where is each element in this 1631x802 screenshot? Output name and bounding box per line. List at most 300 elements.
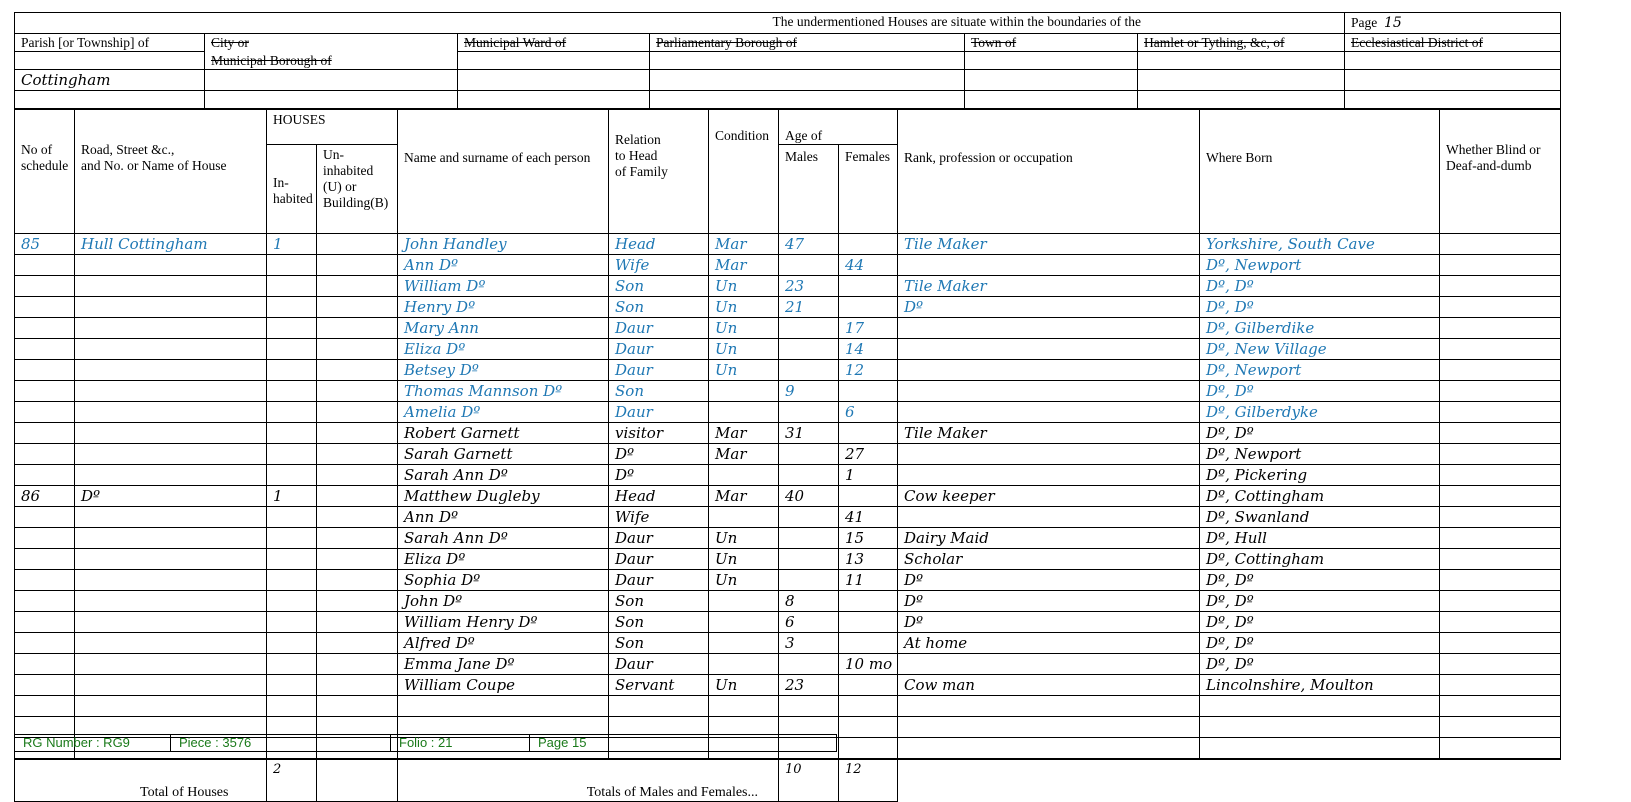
schedule-no-cell — [15, 255, 75, 276]
inhabited-cell — [267, 654, 317, 675]
birthplace-cell: Dº, Hull — [1200, 528, 1440, 549]
municipal-borough-label: Municipal Borough of — [205, 52, 458, 70]
blind-deaf-cell — [1440, 675, 1561, 696]
totals-persons-label: Totals of Males and Females... — [398, 760, 779, 802]
relation-cell: Dº — [609, 444, 709, 465]
inhabited-cell — [267, 297, 317, 318]
schedule-no-cell — [15, 570, 75, 591]
person-name-cell: Emma Jane Dº — [398, 654, 609, 675]
birthplace-cell: Dº, Dº — [1200, 423, 1440, 444]
age-male-cell — [779, 318, 839, 339]
inhabited-cell — [267, 507, 317, 528]
census-form — [14, 12, 1622, 802]
road-address-cell — [75, 528, 267, 549]
road-address-cell — [75, 255, 267, 276]
reference-footer — [14, 734, 837, 752]
person-name-cell: Henry Dº — [398, 297, 609, 318]
blind-deaf-cell — [1440, 549, 1561, 570]
road-address-cell — [75, 339, 267, 360]
parish-value: Cottingham — [15, 70, 205, 91]
inhabited-cell — [267, 570, 317, 591]
occupation-cell — [898, 381, 1200, 402]
relation-cell: Son — [609, 381, 709, 402]
blind-deaf-cell — [1440, 381, 1561, 402]
age-female-cell: 6 — [839, 402, 898, 423]
uninhabited-cell — [317, 570, 398, 591]
blind-deaf-cell — [1440, 255, 1561, 276]
occupation-cell — [898, 360, 1200, 381]
occupation-cell — [898, 318, 1200, 339]
occupation-cell — [898, 402, 1200, 423]
road-address-cell — [75, 381, 267, 402]
condition-cell: Un — [709, 276, 779, 297]
inhabited-cell — [267, 255, 317, 276]
condition-cell: Mar — [709, 444, 779, 465]
person-name-cell: William Coupe — [398, 675, 609, 696]
age-female-cell: 44 — [839, 255, 898, 276]
age-male-cell — [779, 339, 839, 360]
age-male-cell — [779, 570, 839, 591]
table-row — [15, 318, 1561, 339]
blind-deaf-cell — [1440, 402, 1561, 423]
schedule-no-cell — [15, 444, 75, 465]
boundary-header — [14, 12, 1561, 109]
schedule-no-cell: 86 — [15, 486, 75, 507]
blind-deaf-cell — [1440, 633, 1561, 654]
table-row — [15, 339, 1561, 360]
relation-cell: Daur — [609, 318, 709, 339]
condition-cell: Un — [709, 675, 779, 696]
age-male-cell — [779, 444, 839, 465]
birthplace-cell: Dº, New Village — [1200, 339, 1440, 360]
person-name-cell: Robert Garnett — [398, 423, 609, 444]
condition-cell — [709, 654, 779, 675]
occupation-cell: Dairy Maid — [898, 528, 1200, 549]
schedule-no-cell — [15, 654, 75, 675]
condition-cell: Un — [709, 360, 779, 381]
relation-cell: Son — [609, 612, 709, 633]
total-males: 10 — [779, 760, 839, 802]
col-relation: Relation to Head of Family — [609, 110, 709, 234]
inhabited-cell — [267, 339, 317, 360]
age-female-cell — [839, 423, 898, 444]
col-age: Age of — [779, 110, 898, 145]
uninhabited-cell — [317, 234, 398, 255]
col-uninhabited: Un- inhabited (U) or Building(B) — [317, 145, 398, 234]
total-females: 12 — [839, 760, 898, 802]
schedule-no-cell — [15, 528, 75, 549]
table-row — [15, 486, 1561, 507]
birthplace-cell: Dº, Dº — [1200, 654, 1440, 675]
blind-deaf-cell — [1440, 465, 1561, 486]
road-address-cell — [75, 654, 267, 675]
table-row — [15, 276, 1561, 297]
birthplace-cell: Dº, Dº — [1200, 570, 1440, 591]
relation-cell: Wife — [609, 507, 709, 528]
birthplace-cell: Dº, Cottingham — [1200, 486, 1440, 507]
road-address-cell — [75, 444, 267, 465]
road-address-cell — [75, 591, 267, 612]
blind-deaf-cell — [1440, 234, 1561, 255]
person-name-cell: William Dº — [398, 276, 609, 297]
birthplace-cell: Dº, Gilberdyke — [1200, 402, 1440, 423]
age-female-cell — [839, 633, 898, 654]
age-female-cell — [839, 675, 898, 696]
col-inhabited: In- habited — [267, 145, 317, 234]
blank-row — [15, 696, 1561, 717]
age-male-cell: 31 — [779, 423, 839, 444]
occupation-cell: Cow keeper — [898, 486, 1200, 507]
col-road: Road, Street &c., and No. or Name of House — [75, 110, 267, 234]
occupation-cell: Dº — [898, 591, 1200, 612]
table-row — [15, 297, 1561, 318]
road-address-cell — [75, 549, 267, 570]
age-female-cell: 12 — [839, 360, 898, 381]
schedule-no-cell — [15, 339, 75, 360]
person-name-cell: Alfred Dº — [398, 633, 609, 654]
schedule-no-cell — [15, 360, 75, 381]
condition-cell: Un — [709, 549, 779, 570]
road-address-cell: Hull Cottingham — [75, 234, 267, 255]
uninhabited-cell — [317, 675, 398, 696]
age-male-cell: 21 — [779, 297, 839, 318]
blind-deaf-cell — [1440, 339, 1561, 360]
road-address-cell — [75, 360, 267, 381]
condition-cell — [709, 465, 779, 486]
schedule-no-cell — [15, 591, 75, 612]
birthplace-cell: Dº, Newport — [1200, 360, 1440, 381]
condition-cell — [709, 633, 779, 654]
blind-deaf-cell — [1440, 528, 1561, 549]
table-row — [15, 654, 1561, 675]
folio-number: Folio : 21 — [391, 735, 530, 752]
road-address-cell — [75, 675, 267, 696]
age-male-cell — [779, 549, 839, 570]
table-row — [15, 402, 1561, 423]
uninhabited-cell — [317, 507, 398, 528]
table-row — [15, 234, 1561, 255]
relation-cell: Wife — [609, 255, 709, 276]
condition-cell: Un — [709, 570, 779, 591]
condition-cell: Un — [709, 528, 779, 549]
age-female-cell — [839, 591, 898, 612]
age-male-cell: 23 — [779, 675, 839, 696]
col-name: Name and surname of each person — [398, 110, 609, 234]
page-number-cell: Page 15 — [1345, 13, 1561, 34]
inhabited-cell — [267, 444, 317, 465]
occupation-cell — [898, 339, 1200, 360]
road-address-cell — [75, 318, 267, 339]
inhabited-cell — [267, 591, 317, 612]
table-row — [15, 612, 1561, 633]
blind-deaf-cell — [1440, 444, 1561, 465]
uninhabited-cell — [317, 360, 398, 381]
relation-cell: Daur — [609, 339, 709, 360]
birthplace-cell: Dº, Newport — [1200, 444, 1440, 465]
uninhabited-cell — [317, 318, 398, 339]
person-name-cell: John Dº — [398, 591, 609, 612]
schedule-no-cell: 85 — [15, 234, 75, 255]
col-males: Males — [779, 145, 839, 234]
relation-cell: Daur — [609, 360, 709, 381]
inhabited-cell: 1 — [267, 234, 317, 255]
blind-deaf-cell — [1440, 570, 1561, 591]
table-row — [15, 360, 1561, 381]
person-name-cell: Sarah Garnett — [398, 444, 609, 465]
condition-cell: Mar — [709, 255, 779, 276]
inhabited-cell — [267, 381, 317, 402]
age-female-cell: 13 — [839, 549, 898, 570]
person-name-cell: Amelia Dº — [398, 402, 609, 423]
table-row — [15, 255, 1561, 276]
table-row — [15, 633, 1561, 654]
age-male-cell — [779, 255, 839, 276]
person-name-cell: Eliza Dº — [398, 339, 609, 360]
blind-deaf-cell — [1440, 654, 1561, 675]
age-female-cell: 41 — [839, 507, 898, 528]
age-male-cell: 8 — [779, 591, 839, 612]
table-row — [15, 507, 1561, 528]
age-female-cell: 27 — [839, 444, 898, 465]
birthplace-cell: Dº, Newport — [1200, 255, 1440, 276]
relation-cell: Son — [609, 591, 709, 612]
age-male-cell — [779, 507, 839, 528]
birthplace-cell: Dº, Dº — [1200, 633, 1440, 654]
table-row — [15, 381, 1561, 402]
person-name-cell: William Henry Dº — [398, 612, 609, 633]
table-row — [15, 675, 1561, 696]
table-row — [15, 549, 1561, 570]
occupation-cell — [898, 507, 1200, 528]
schedule-no-cell — [15, 381, 75, 402]
uninhabited-cell — [317, 465, 398, 486]
blind-deaf-cell — [1440, 612, 1561, 633]
col-females: Females — [839, 145, 898, 234]
occupation-cell: Tile Maker — [898, 423, 1200, 444]
table-row — [15, 423, 1561, 444]
relation-cell: Son — [609, 633, 709, 654]
relation-cell: Dº — [609, 465, 709, 486]
age-male-cell: 47 — [779, 234, 839, 255]
inhabited-cell — [267, 318, 317, 339]
relation-cell: Daur — [609, 528, 709, 549]
relation-cell: Daur — [609, 570, 709, 591]
relation-cell: Head — [609, 486, 709, 507]
col-condition: Condition — [709, 110, 779, 234]
birthplace-cell: Dº, Swanland — [1200, 507, 1440, 528]
occupation-cell — [898, 255, 1200, 276]
condition-cell — [709, 507, 779, 528]
schedule-no-cell — [15, 633, 75, 654]
uninhabited-cell — [317, 654, 398, 675]
uninhabited-cell — [317, 528, 398, 549]
uninhabited-cell — [317, 402, 398, 423]
uninhabited-cell — [317, 339, 398, 360]
person-name-cell: Sarah Ann Dº — [398, 528, 609, 549]
age-male-cell — [779, 360, 839, 381]
uninhabited-cell — [317, 381, 398, 402]
birthplace-cell: Yorkshire, South Cave — [1200, 234, 1440, 255]
road-address-cell — [75, 465, 267, 486]
condition-cell: Un — [709, 318, 779, 339]
inhabited-cell — [267, 549, 317, 570]
uninhabited-cell — [317, 297, 398, 318]
birthplace-cell: Dº, Dº — [1200, 297, 1440, 318]
schedule-table — [14, 109, 1561, 759]
schedule-no-cell — [15, 612, 75, 633]
condition-cell: Mar — [709, 423, 779, 444]
schedule-no-cell — [15, 549, 75, 570]
inhabited-cell — [267, 675, 317, 696]
uninhabited-cell — [317, 612, 398, 633]
col-born: Where Born — [1200, 110, 1440, 234]
birthplace-cell: Lincolnshire, Moulton — [1200, 675, 1440, 696]
inhabited-cell — [267, 360, 317, 381]
uninhabited-cell — [317, 633, 398, 654]
birthplace-cell: Dº, Gilberdike — [1200, 318, 1440, 339]
inhabited-cell — [267, 402, 317, 423]
person-name-cell: Ann Dº — [398, 255, 609, 276]
schedule-no-cell — [15, 276, 75, 297]
total-inhabited: 2 — [267, 760, 317, 802]
age-female-cell — [839, 297, 898, 318]
person-name-cell: Ann Dº — [398, 507, 609, 528]
uninhabited-cell — [317, 423, 398, 444]
occupation-cell: Cow man — [898, 675, 1200, 696]
inhabited-cell — [267, 276, 317, 297]
occupation-cell — [898, 654, 1200, 675]
table-row — [15, 465, 1561, 486]
road-address-cell — [75, 612, 267, 633]
city-label: City or — [205, 34, 458, 52]
road-address-cell — [75, 402, 267, 423]
road-address-cell — [75, 423, 267, 444]
road-address-cell: Dº — [75, 486, 267, 507]
age-male-cell: 23 — [779, 276, 839, 297]
age-female-cell — [839, 612, 898, 633]
occupation-cell: Dº — [898, 570, 1200, 591]
occupation-cell: At home — [898, 633, 1200, 654]
birthplace-cell: Dº, Dº — [1200, 612, 1440, 633]
age-female-cell: 1 — [839, 465, 898, 486]
condition-cell — [709, 591, 779, 612]
condition-cell: Mar — [709, 234, 779, 255]
col-blind: Whether Blind or Deaf-and-dumb — [1440, 110, 1561, 234]
parliamentary-label: Parliamentary Borough of — [650, 34, 965, 52]
uninhabited-cell — [317, 591, 398, 612]
age-female-cell — [839, 276, 898, 297]
uninhabited-cell — [317, 276, 398, 297]
age-male-cell — [779, 528, 839, 549]
person-name-cell: Betsey Dº — [398, 360, 609, 381]
uninhabited-cell — [317, 549, 398, 570]
age-male-cell: 3 — [779, 633, 839, 654]
age-male-cell: 6 — [779, 612, 839, 633]
col-schedule: No of schedule — [15, 110, 75, 234]
road-address-cell — [75, 297, 267, 318]
age-male-cell — [779, 654, 839, 675]
blind-deaf-cell — [1440, 360, 1561, 381]
relation-cell: Daur — [609, 402, 709, 423]
ecclesiastical-label: Ecclesiastical District of — [1345, 34, 1561, 52]
age-female-cell: 14 — [839, 339, 898, 360]
relation-cell: Son — [609, 276, 709, 297]
footer-page: Page 15 — [530, 735, 837, 752]
birthplace-cell: Dº, Dº — [1200, 276, 1440, 297]
person-name-cell: Mary Ann — [398, 318, 609, 339]
condition-cell: Un — [709, 339, 779, 360]
occupation-cell: Scholar — [898, 549, 1200, 570]
occupation-cell: Tile Maker — [898, 234, 1200, 255]
person-name-cell: Sarah Ann Dº — [398, 465, 609, 486]
age-male-cell — [779, 465, 839, 486]
relation-cell: Son — [609, 297, 709, 318]
person-name-cell: Matthew Dugleby — [398, 486, 609, 507]
hamlet-label: Hamlet or Tything, &c, of — [1138, 34, 1345, 52]
schedule-no-cell — [15, 297, 75, 318]
age-male-cell: 40 — [779, 486, 839, 507]
rg-number: RG Number : RG9 — [15, 735, 171, 752]
age-female-cell: 17 — [839, 318, 898, 339]
schedule-no-cell — [15, 423, 75, 444]
blind-deaf-cell — [1440, 318, 1561, 339]
uninhabited-cell — [317, 444, 398, 465]
parish-label: Parish [or Township] of — [15, 34, 205, 52]
blind-deaf-cell — [1440, 297, 1561, 318]
age-female-cell — [839, 381, 898, 402]
age-male-cell: 9 — [779, 381, 839, 402]
table-row — [15, 570, 1561, 591]
condition-cell — [709, 612, 779, 633]
table-row — [15, 444, 1561, 465]
schedule-no-cell — [15, 402, 75, 423]
condition-cell — [709, 381, 779, 402]
inhabited-cell — [267, 423, 317, 444]
relation-cell: visitor — [609, 423, 709, 444]
road-address-cell — [75, 570, 267, 591]
blind-deaf-cell — [1440, 486, 1561, 507]
col-occupation: Rank, profession or occupation — [898, 110, 1200, 234]
schedule-no-cell — [15, 507, 75, 528]
uninhabited-cell — [317, 255, 398, 276]
blind-deaf-cell — [1440, 423, 1561, 444]
person-name-cell: Sophia Dº — [398, 570, 609, 591]
totals-table — [14, 759, 1561, 802]
table-row — [15, 528, 1561, 549]
table-row — [15, 591, 1561, 612]
uninhabited-cell — [317, 486, 398, 507]
road-address-cell — [75, 276, 267, 297]
inhabited-cell — [267, 465, 317, 486]
ward-label: Municipal Ward of — [458, 34, 650, 52]
birthplace-cell: Dº, Cottingham — [1200, 549, 1440, 570]
inhabited-cell — [267, 528, 317, 549]
occupation-cell — [898, 465, 1200, 486]
occupation-cell: Dº — [898, 612, 1200, 633]
person-name-cell: John Handley — [398, 234, 609, 255]
piece-number: Piece : 3576 — [171, 735, 391, 752]
age-male-cell — [779, 402, 839, 423]
birthplace-cell: Dº, Pickering — [1200, 465, 1440, 486]
occupation-cell — [898, 444, 1200, 465]
birthplace-cell: Dº, Dº — [1200, 591, 1440, 612]
age-female-cell: 10 mo — [839, 654, 898, 675]
condition-cell: Mar — [709, 486, 779, 507]
road-address-cell — [75, 633, 267, 654]
road-address-cell — [75, 507, 267, 528]
blind-deaf-cell — [1440, 276, 1561, 297]
inhabited-cell — [267, 633, 317, 654]
